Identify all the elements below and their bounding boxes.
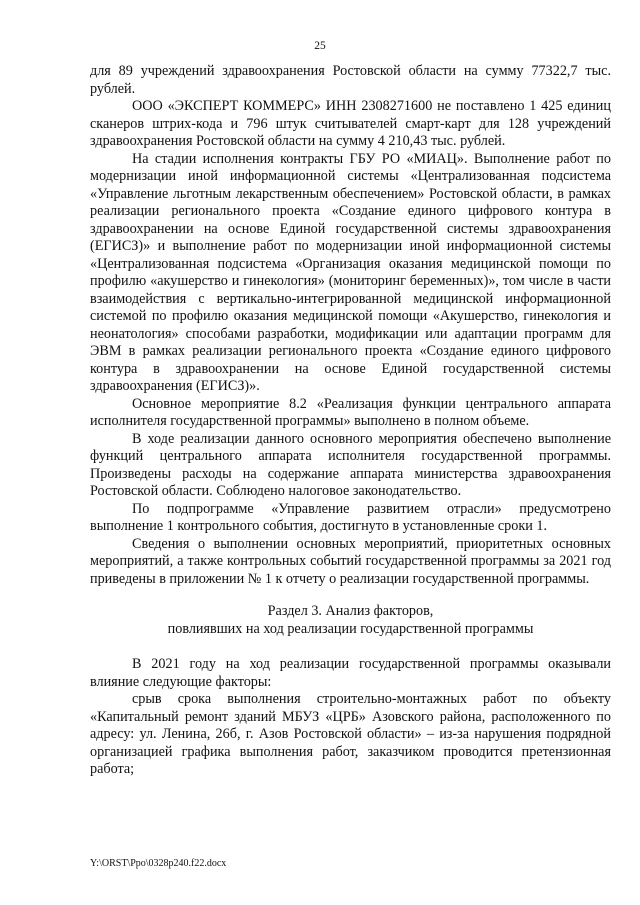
paragraph: Основное мероприятие 8.2 «Реализация функции центрального аппарата исполнителя государственной программы» выполнено в полном объеме. <box>90 395 611 429</box>
paragraph: ООО «ЭКСПЕРТ КОММЕРС» ИНН 2308271600 не поставлено 1 425 единиц сканеров штрих-кода и 796 штук считывателей смарт-карт для 128 учреждений здравоохранения Ростовской области на сумму 4 210,43 тыс. рублей. <box>90 98 611 149</box>
section-title-line-1: Раздел 3. Анализ факторов, <box>267 603 434 619</box>
paragraph: срыв срока выполнения строительно-монтажных работ по объекту «Капитальный ремонт зданий МБУЗ «ЦРБ» Азовского района, расположенного по адресу: ул. Ленина, 26б, г. Азов Ростовской области» – из-за нарушения подрядной организацией графика выполнения работ, заказчиком проводится претензионная работа; <box>90 691 611 777</box>
section-title-line-2: повлиявших на ход реализации государственной программы <box>167 620 534 637</box>
paragraph: На стадии исполнения контракты ГБУ РО «МИАЦ». Выполнение работ по модернизации иной информационной системы «Централизованная подсистема «Управление льготным лекарственным обеспечением» Ростовской области, в рамках реализации регионального проекта «Создание единого цифрового контура в здравоохранении на основе Единой государственной системы здравоохранения (ЕГИСЗ)» и выполнение работ по модернизации иной информационной системы «Централизованная подсистема «Организация оказания медицинской помощи по профилю «акушерство и гинекология» (мониторинг беременных)», том числе в части взаимодействия с вертикально-интегрированной медицинской информационной системой по профилю оказания медицинской помощи «Акушерство, гинекология и неонатология» способами разработки, модификации или адаптации программ для ЭВМ в рамках реализации регионального проекта «Создание единого цифрового контура в здравоохранении на основе Единой государственной системы здравоохранения (ЕГИСЗ)». <box>90 150 611 394</box>
paragraph: Сведения о выполнении основных мероприятий, приоритетных основных мероприятий, а также контрольных событий государственной программы за 2021 год приведены в приложении № 1 к отчету о реализации государственной программы. <box>90 535 611 587</box>
paragraph: В ходе реализации данного основного мероприятия обеспечено выполнение функций центрального аппарата исполнителя государственной программы. Произведены расходы на содержание аппарата министерства здравоохранения Ростовской области. Соблюдено налоговое законодательство. <box>90 430 611 499</box>
paragraph: для 89 учреждений здравоохранения Ростовской области на сумму 77322,7 тыс. рублей. <box>90 63 611 97</box>
document-body <box>90 63 611 779</box>
section-heading <box>90 603 611 638</box>
paragraphs-after-section <box>90 656 611 779</box>
section-spacer <box>90 638 611 656</box>
paragraphs-before-section <box>90 63 611 588</box>
page-number: 25 <box>314 40 326 52</box>
paragraph: По подпрограмме «Управление развитием отрасли» предусмотрено выполнение 1 контрольного события, достигнуто в установленные сроки 1. <box>90 500 611 534</box>
paragraph: В 2021 году на ход реализации государственной программы оказывали влияние следующие факторы: <box>90 656 611 690</box>
footer-file-path: Y:\ORST\Ppo\0328p240.f22.docx <box>90 858 227 869</box>
